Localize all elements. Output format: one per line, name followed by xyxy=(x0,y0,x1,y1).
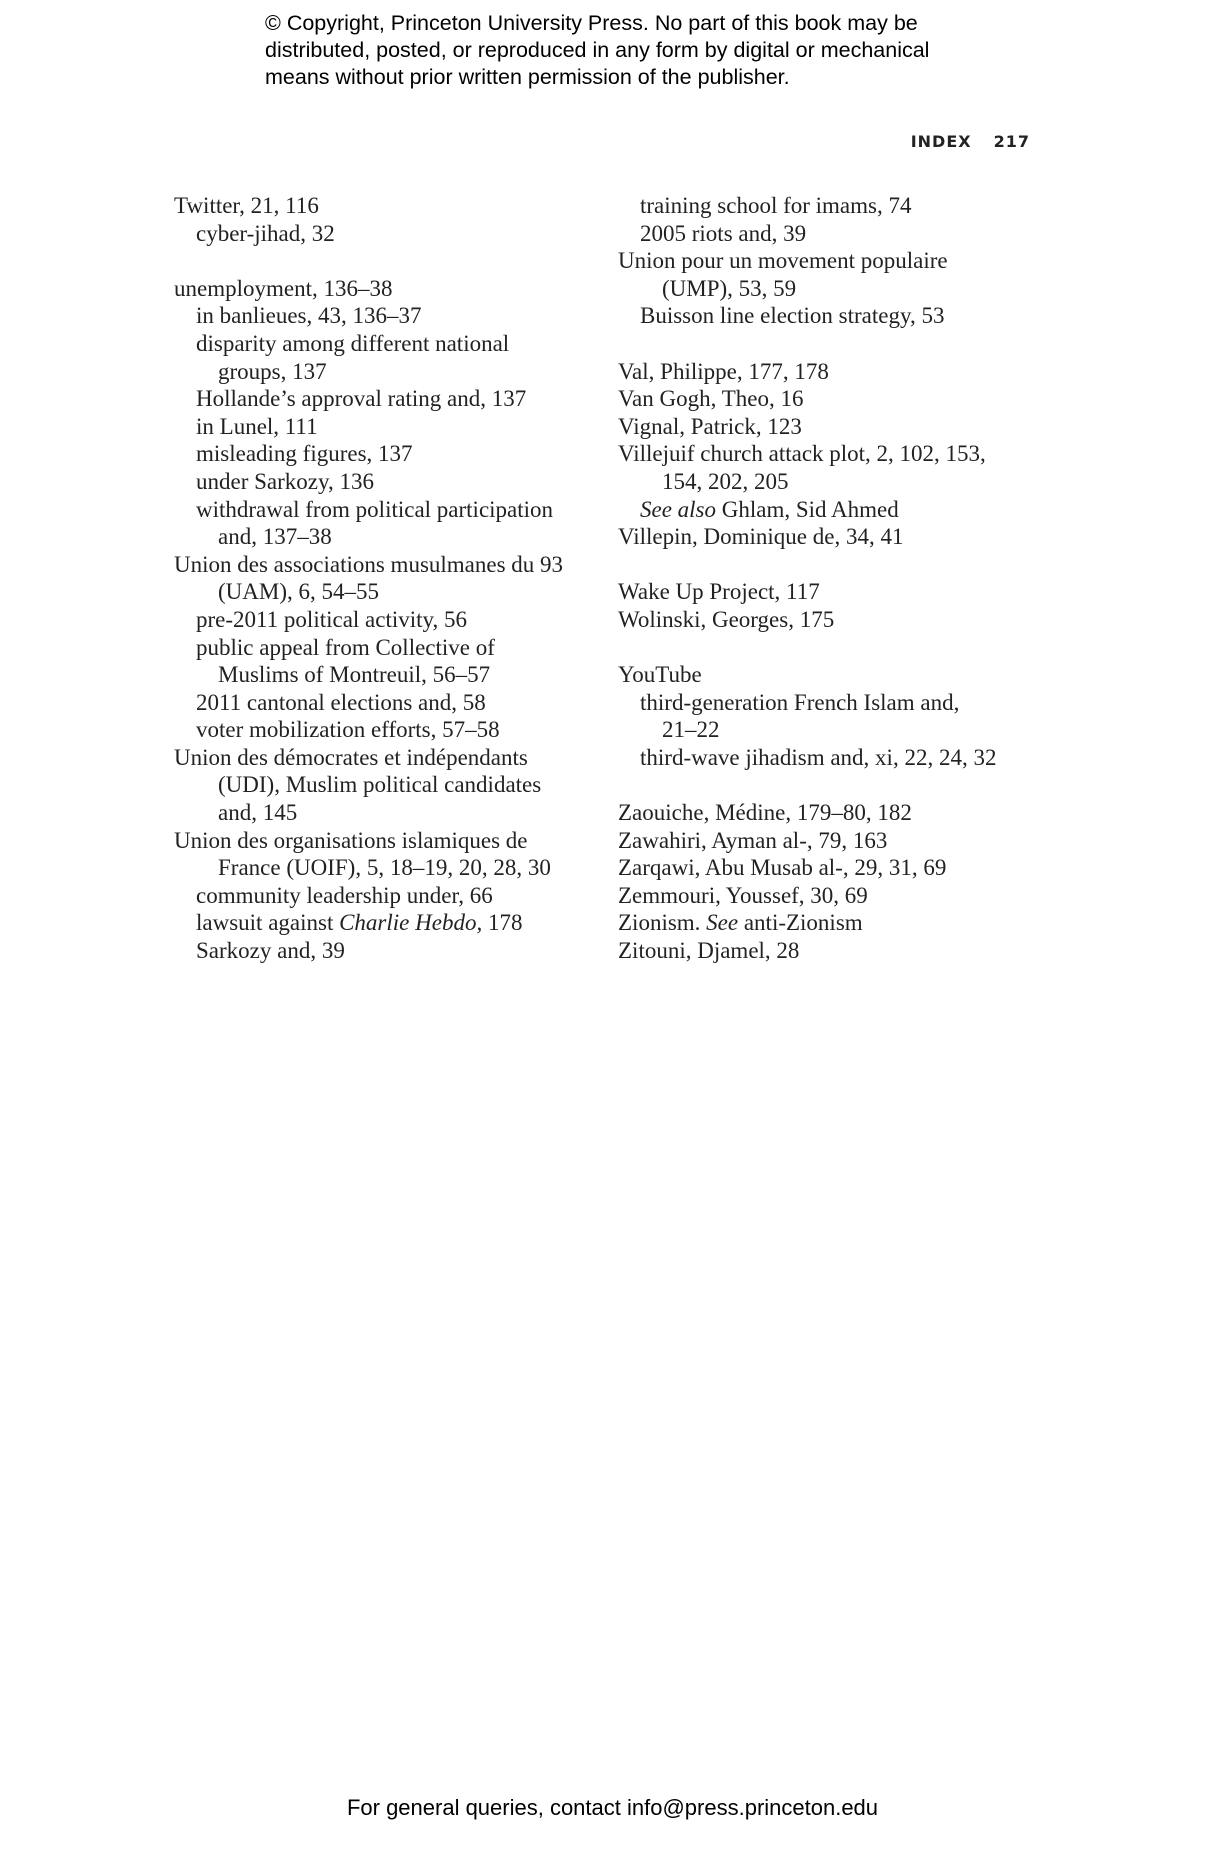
index-subentry: third-generation French Islam and, xyxy=(640,689,960,715)
index-continuation: (UAM), 6, 54–55 xyxy=(218,579,379,605)
index-entry: Zitouni, Djamel, 28 xyxy=(618,938,800,964)
index-entry: Union pour un movement populaire xyxy=(618,248,948,274)
index-subentry: disparity among different national xyxy=(196,330,510,356)
cross-reference-target: Ghlam, Sid Ahmed xyxy=(716,496,899,522)
index-entry: Zemmouri, Youssef, 30, 69 xyxy=(618,882,868,908)
index-subentry: Buisson line election strategy, 53 xyxy=(640,303,945,329)
index-subentry: voter mobilization efforts, 57–58 xyxy=(196,717,500,743)
index-continuation: (UMP), 53, 59 xyxy=(662,275,797,301)
index-entry: Van Gogh, Theo, 16 xyxy=(618,386,804,412)
copyright-line: distributed, posted, or reproduced in any form by digital or mechanical xyxy=(265,38,930,62)
subentry-text: lawsuit against xyxy=(196,910,340,936)
index-entry: Twitter, 21, 116 xyxy=(174,193,319,218)
subentry-pages: 178 xyxy=(482,910,523,936)
copyright-notice xyxy=(265,10,1025,91)
running-head xyxy=(900,132,1030,151)
cross-reference-target: anti-Zionism xyxy=(738,910,863,936)
index-entry: Zaouiche, Médine, 179–80, 182 xyxy=(618,800,912,826)
index-entry: Villepin, Dominique de, 34, 41 xyxy=(618,524,904,550)
index-subentry: under Sarkozy, 136 xyxy=(196,468,374,494)
page-number: 217 xyxy=(993,132,1030,151)
index-subentry: community leadership under, 66 xyxy=(196,882,493,908)
footer-contact: For general queries, contact info@press.princeton.edu xyxy=(346,1795,879,1820)
index-subentry: in banlieues, 43, 136–37 xyxy=(196,303,422,329)
index-entry: Vignal, Patrick, 123 xyxy=(618,413,802,439)
index-subentry: misleading figures, 137 xyxy=(196,441,413,467)
index-entry: Wake Up Project, 117 xyxy=(618,579,820,605)
index-entry: Union des organisations islamiques de xyxy=(174,827,528,853)
index-continuation: France (UOIF), 5, 18–19, 20, 28, 30 xyxy=(218,855,551,881)
index-entry: Villejuif church attack plot, 2, 102, 153, xyxy=(618,441,986,467)
index-subentry: third-wave jihadism and, xi, 22, 24, 32 xyxy=(640,744,997,770)
index-subentry: 2011 cantonal elections and, 58 xyxy=(196,689,486,715)
index-cross-reference xyxy=(618,496,1038,524)
entry-text: Zionism. xyxy=(618,910,707,936)
index-subentry: cyber-jihad, 32 xyxy=(196,220,335,246)
index-continuation: 21–22 xyxy=(662,717,720,743)
index-subentry: in Lunel, 111 xyxy=(196,413,318,439)
copyright-line: © Copyright, Princeton University Press. No part of this book may be xyxy=(265,11,918,35)
section-title: INDEX xyxy=(910,132,972,151)
index-entry: Zarqawi, Abu Musab al-, 29, 31, 69 xyxy=(618,855,947,881)
italic-title: Charlie Hebdo, xyxy=(339,910,483,936)
index-subentry xyxy=(174,909,594,937)
index-continuation: (UDI), Muslim political candidates xyxy=(218,772,542,798)
see-also-label: See also xyxy=(640,496,717,522)
index-continuation: and, 145 xyxy=(218,800,298,826)
index-continuation: 154, 202, 205 xyxy=(662,468,789,494)
index-entry: Zawahiri, Ayman al-, 79, 163 xyxy=(618,827,888,853)
index-subentry: Sarkozy and, 39 xyxy=(196,938,345,964)
index-subentry: training school for imams, 74 xyxy=(640,193,912,218)
index-continuation: Muslims of Montreuil, 56–57 xyxy=(218,662,491,688)
index-subentry: pre-2011 political activity, 56 xyxy=(196,606,468,632)
index-subentry: Hollande’s approval rating and, 137 xyxy=(196,386,527,412)
index-entry: Val, Philippe, 177, 178 xyxy=(618,358,829,384)
index-entry: Union des associations musulmanes du 93 xyxy=(174,551,564,577)
index-continuation: and, 137–38 xyxy=(218,524,332,550)
index-entry: unemployment, 136–38 xyxy=(174,275,393,301)
index-column-right xyxy=(618,192,1038,965)
index-entry: Wolinski, Georges, 175 xyxy=(618,606,835,632)
index-entry: YouTube xyxy=(618,662,702,688)
index-subentry: withdrawal from political participation xyxy=(196,496,554,522)
index-entry xyxy=(618,909,1038,937)
index-continuation: groups, 137 xyxy=(218,358,327,384)
index-column-left xyxy=(174,192,594,965)
copyright-line: means without prior written permission of the publisher. xyxy=(265,65,790,89)
index-entry: Union des démocrates et indépendants xyxy=(174,744,528,770)
index-subentry: public appeal from Collective of xyxy=(196,634,495,660)
index-subentry: 2005 riots and, 39 xyxy=(640,220,807,246)
see-label: See xyxy=(706,910,739,936)
